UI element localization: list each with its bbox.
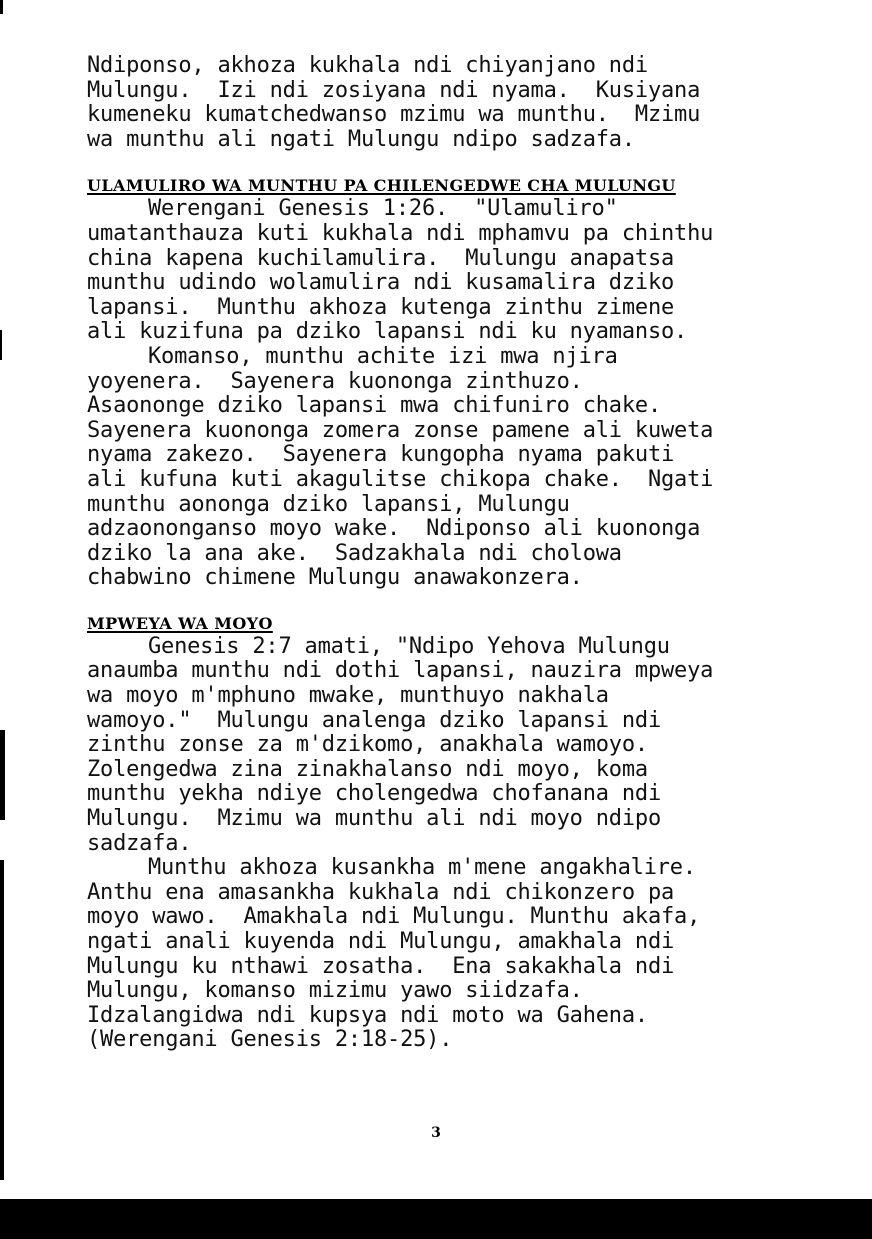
text-line: Anthu ena amasankha kukhala ndi chikonzero pa (87, 879, 675, 905)
text-line: nyama zakezo. Sayenera kungopha nyama pakuti (87, 442, 675, 468)
text-line: munthu udindo wolamulira ndi kusamalira dziko (87, 270, 675, 296)
text-line: wa moyo m'mphuno mwake, munthuyo nakhala (87, 683, 609, 709)
text-line: Mulungu, komanso mizimu yawo siidzafa. (87, 978, 583, 1004)
text-line: china kapena kuchilamulira. Mulungu anapatsa (87, 245, 675, 271)
text-line: Mulungu ku nthawi zosatha. Ena sakakhala ndi (87, 953, 675, 979)
scan-bottom-edge (0, 1199, 872, 1239)
page-content (87, 54, 827, 1053)
intro-paragraph (87, 54, 827, 152)
text-line: wa munthu ali ngati Mulungu ndipo sadzafa. (87, 126, 635, 152)
text-line: Mulungu. Izi ndi zosiyana ndi nyama. Kusiyana (87, 77, 701, 103)
paragraph (87, 635, 827, 856)
text-line: moyo wawo. Amakhala ndi Mulungu. Munthu akafa, (87, 904, 701, 930)
text-line: umatanthauza kuti kukhala ndi mphamvu pa chinthu (87, 220, 714, 246)
text-line: ali kuzifuna pa dziko lapansi ndi ku nyamanso. (87, 319, 688, 345)
text-line: zinthu zonse za m'dzikomo, anakhala wamoyo. (87, 732, 648, 758)
section-ulamuliro (87, 175, 827, 591)
section-mpweya (87, 613, 827, 1053)
paragraph (87, 345, 827, 591)
text-line: Werengani Genesis 1:26. "Ulamuliro" (148, 196, 618, 222)
text-line: lapansi. Munthu akhoza kutenga zinthu zimene (87, 294, 675, 320)
text-line: munthu yekha ndiye cholengedwa chofanana ndi (87, 781, 661, 807)
paragraph (87, 197, 827, 345)
text-line: chabwino chimene Mulungu anawakonzera. (87, 565, 583, 591)
text-line: anaumba munthu ndi dothi lapansi, nauzira mpweya (87, 658, 714, 684)
text-line: Genesis 2:7 amati, "Ndipo Yehova Mulungu (148, 633, 670, 659)
paragraph (87, 856, 827, 1053)
text-line: wamoyo." Mulungu analenga dziko lapansi ndi (87, 707, 661, 733)
text-line: (Werengani Genesis 2:18-25). (87, 1027, 453, 1053)
scan-edge-mark-top (0, 0, 3, 14)
text-line: Munthu akhoza kusankha m'mene angakhalire. (148, 855, 696, 881)
text-line: yoyenera. Sayenera kuononga zinthuzo. (87, 368, 583, 394)
text-line: adzaononganso moyo wake. Ndiponso ali kuononga (87, 516, 701, 542)
text-line: Ndiponso, akhoza kukhala ndi chiyanjano ndi (87, 53, 648, 78)
section-heading: MPWEYA WA MOYO (87, 613, 273, 633)
text-line: Asaononge dziko lapansi mwa chifuniro chake. (87, 393, 661, 419)
section-heading: ULAMULIRO WA MUNTHU PA CHILENGEDWE CHA MULUNGU (87, 176, 676, 196)
text-line: Komanso, munthu achite izi mwa njira (148, 343, 618, 369)
text-line: ngati anali kuyenda ndi Mulungu, amakhala ndi (87, 929, 675, 954)
scan-edge-mark-lower (0, 730, 5, 820)
text-line: Mulungu. Mzimu wa munthu ali ndi moyo ndipo (87, 806, 661, 832)
scan-edge-mark-middle (0, 330, 2, 360)
text-line: Zolengedwa zina zinakhalanso ndi moyo, koma (87, 756, 648, 782)
text-line: ali kufuna kuti akagulitse chikopa chake. Ngati (87, 466, 714, 492)
text-line: sadzafa. (87, 830, 192, 856)
text-line: Idzalangidwa ndi kupsya ndi moto wa Gahena. (87, 1002, 648, 1028)
page-number: 3 (431, 1125, 441, 1141)
text-line: Sayenera kuononga zomera zonse pamene ali kuweta (87, 417, 714, 443)
text-line: kumeneku kumatchedwanso mzimu wa munthu. Mzimu (87, 102, 701, 128)
text-line: munthu aononga dziko lapansi, Mulungu (87, 491, 570, 517)
text-line: dziko la ana ake. Sadzakhala ndi cholowa (87, 540, 622, 566)
